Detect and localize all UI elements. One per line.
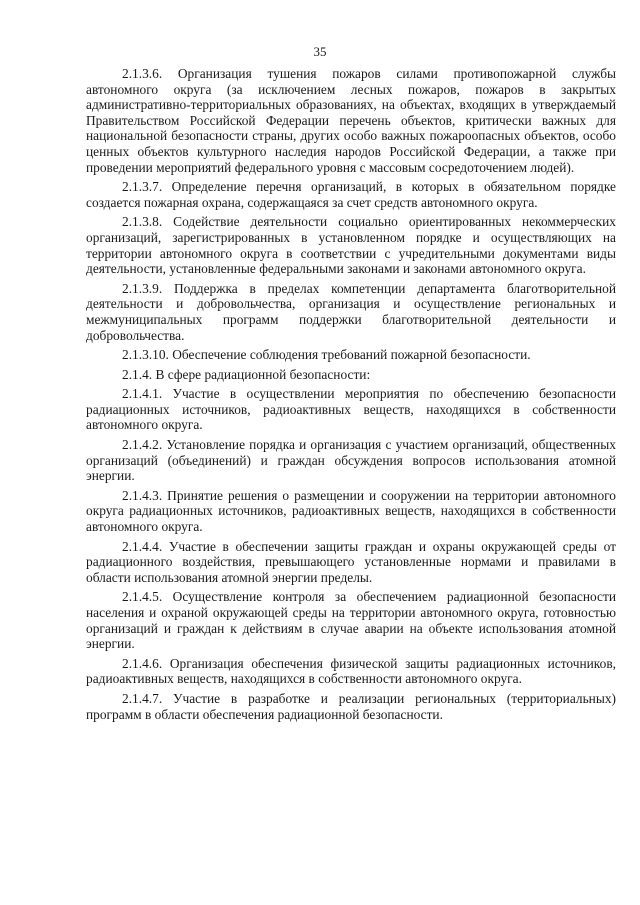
- paragraph-2-1-3-9: 2.1.3.9. Поддержка в пределах компетенции департамента благотворительной деятельности и добровольчества, организация и осуществление региональных и межмуниципальных программ поддержки благотворительной деятельности и добровольчества.: [86, 280, 616, 343]
- page-number: 35: [313, 44, 327, 59]
- paragraph-2-1-3-6: 2.1.3.6. Организация тушения пожаров силами противопожарной службы автономного округа (за исключением лесных пожаров, пожаров в закрытых административно-территориальных образованиях, на объектах, входящих в утверждаемый Правительством Российской Федерации перечень объектов, критически важных для национальной безопасности страны, других особо важных пожароопасных объектов, особо ценных объектов культурного наследия народов Российской Федерации, а также при проведении мероприятий федерального уровня с массовым сосредоточением людей).: [86, 66, 616, 175]
- paragraph-2-1-4-2: 2.1.4.2. Установление порядка и организация с участием организаций, общественных организаций (объединений) и граждан обсуждения вопросов использования атомной энергии.: [86, 437, 616, 484]
- paragraph-2-1-4-7: 2.1.4.7. Участие в разработке и реализации региональных (территориальных) программ в области обеспечения радиационной безопасности.: [86, 690, 616, 722]
- paragraph-2-1-4-4: 2.1.4.4. Участие в обеспечении защиты граждан и охраны окружающей среды от радиационного воздействия, превышающего установленные нормами и правилами в области использования атомной энергии пределы.: [86, 538, 616, 585]
- paragraph-2-1-4-5: 2.1.4.5. Осуществление контроля за обеспечением радиационной безопасности населения и охраной окружающей среды на территории автономного округа, готовностью организаций и граждан к действиям в случае аварии на объекте использования атомной энергии.: [86, 589, 616, 652]
- paragraph-2-1-3-8: 2.1.3.8. Содействие деятельности социально ориентированных некоммерческих организаций, зарегистрированных в установленном порядке и осуществляющих на территории автономного округа в соответствии с учредительными документами виды деятельности, установленные федеральными законами и законами автономного округа.: [86, 214, 616, 277]
- paragraph-2-1-3-10: 2.1.3.10. Обеспечение соблюдения требований пожарной безопасности.: [122, 347, 531, 363]
- paragraph-2-1-4-6: 2.1.4.6. Организация обеспечения физической защиты радиационных источников, радиоактивных веществ, находящихся в собственности автономного округа.: [86, 655, 616, 687]
- document-body: [86, 66, 616, 726]
- paragraph-2-1-4-3: 2.1.4.3. Принятие решения о размещении и сооружении на территории автономного округа радиационных источников, радиоактивных веществ, находящихся в собственности автономного округа.: [86, 487, 616, 535]
- paragraph-2-1-4: 2.1.4. В сфере радиационной безопасности:: [122, 366, 371, 382]
- paragraph-2-1-3-7: 2.1.3.7. Определение перечня организаций, в которых в обязательном порядке создается пожарная охрана, содержащаяся за счет средств автономного округа.: [86, 179, 616, 210]
- paragraph-2-1-4-1: 2.1.4.1. Участие в осуществлении мероприятия по обеспечению безопасности радиационных источников, радиоактивных веществ, находящихся в собственности автономного округа.: [86, 386, 616, 433]
